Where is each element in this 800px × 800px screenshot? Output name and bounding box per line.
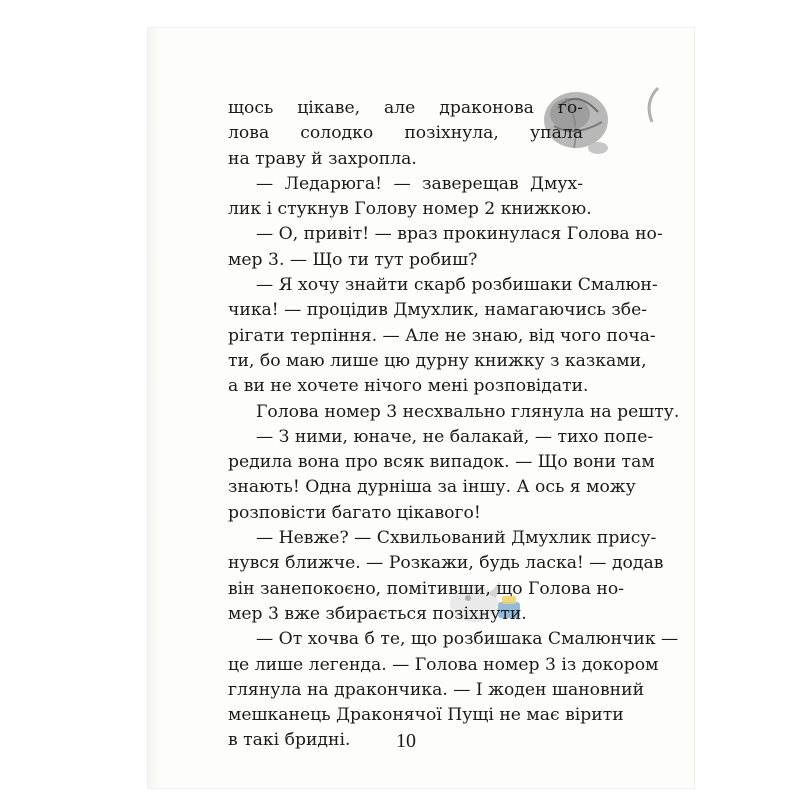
text-line: рігати терпіння. — Але не знаю, від чого поча- — [228, 325, 656, 346]
text-line: лова солодко позіхнула, упала — [228, 123, 583, 144]
text-line: мер 3. — Що ти тут робиш? — [228, 249, 478, 270]
text-line: на траву й захропла. — [228, 148, 417, 169]
text-line: знають! Одна дурніша за іншу. А ось я можу — [228, 477, 636, 498]
text-line: нувся ближче. — Розкажи, будь ласка! — додав — [228, 553, 664, 574]
text-line: розповісти багато цікавого! — [228, 502, 481, 523]
text-line: — Я хочу знайти скарб розбишаки Смалюн- — [256, 275, 658, 296]
text-line: це лише легенда. — Голова номер 3 із докором — [228, 654, 659, 675]
paragraph-5 — [228, 400, 680, 425]
text-line: а ви не хочете нічого мені розповідати. — [228, 376, 589, 397]
text-line: чика! — процідив Дмухлик, намагаючись збе- — [228, 300, 648, 321]
text-line: — Невже? — Схвильований Дмухлик прису- — [256, 528, 657, 549]
paragraph-7 — [228, 526, 664, 627]
text-line: — З ними, юначе, не балакай, — тихо попе- — [256, 426, 654, 447]
page-edge-shadow — [148, 28, 162, 788]
page-number: 10 — [396, 730, 416, 752]
text-line: глянула на дракончика. — І жоден шановний — [228, 679, 645, 700]
paragraph-1 — [228, 96, 583, 172]
story-text — [228, 96, 680, 754]
text-line: Голова номер 3 несхвально глянула на решту. — [256, 401, 680, 422]
paragraph-2 — [228, 172, 592, 223]
paragraph-6 — [228, 425, 655, 526]
text-line: мер 3 вже збирається позіхнути. — [228, 603, 527, 624]
text-line: в такі бридні. — [228, 730, 351, 751]
text-line: — О, привіт! — враз прокинулася Голова но- — [256, 224, 663, 245]
text-line: лик і стукнув Голову номер 2 книжкою. — [228, 199, 592, 220]
text-line: редила вона про всяк випадок. — Що вони там — [228, 452, 655, 473]
text-line: — От хочва б те, що розбишака Смалюнчик — — [256, 629, 679, 650]
text-line: мешканець Драконячої Пущі не має вірити — [228, 705, 624, 726]
text-line: щось цікаве, але драконова го- — [228, 98, 583, 118]
paragraph-4 — [228, 273, 658, 399]
paragraph-3 — [228, 222, 663, 273]
text-line: — Ледарюга! — заверещав Дмух- — [256, 173, 583, 194]
text-line: він занепокоєно, помітивши, що Голова но- — [228, 578, 625, 599]
text-line: ти, бо маю лише цю дурну книжку з казками, — [228, 350, 647, 371]
